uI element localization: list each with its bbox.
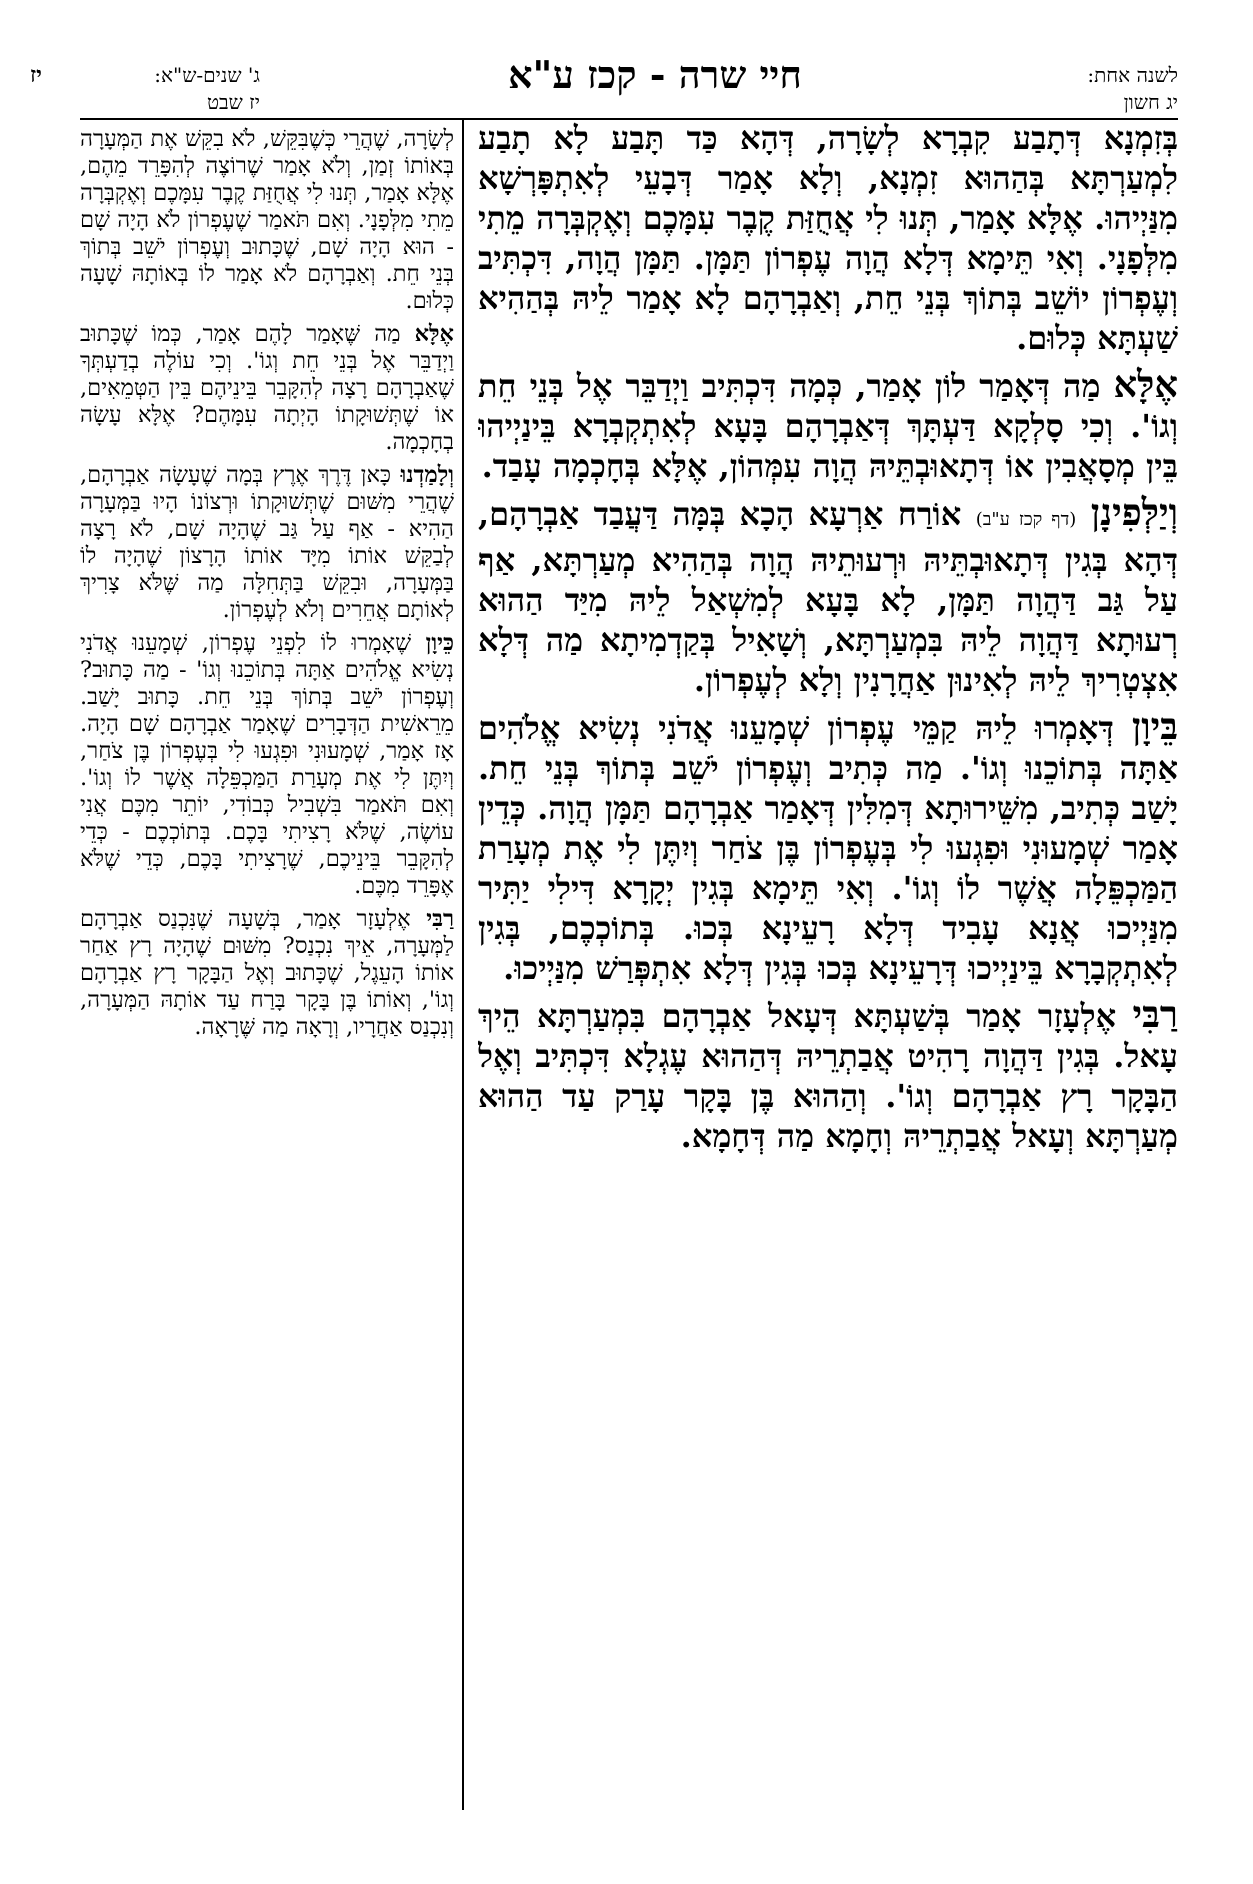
side-paragraph-3: [80, 462, 454, 624]
page-number: יז: [30, 62, 42, 88]
side-p4-text: שֶׁאָמְרוּ לוֹ לִפְנֵי עֶפְרוֹן, שְׁמָעֵנוּ אֲדֹנִי נְשִׂיא אֱלֹהִים אַתָּה בְּתוֹכֵנוּ וְגוֹ' - מַה כָּתוּב? וְעֶפְרוֹן יֹשֵׁב בְּתוֹךְ בְּנֵי חֵת. כָּתוּב יָשַׁב. מֵרֵאשִׁית הַדְּבָרִים שֶׁאָמַר אַבְרָהָם שָׁם הָיָה. אָז אָמַר, שְׁמָעוּנִי וּפִגְעוּ לִי בְּעֶפְרוֹן בֶּן צֹחַר, וְיִתֶּן לִי אֶת מְעָרַת הַמַּכְפֵּלָה אֲשֶׁר לוֹ וְגוֹ'. וְאִם תֹּאמַר בִּשְׁבִיל כְּבוֹדִי, יוֹתֵר מִכֶּם אֲנִי עוֹשֶׂה, שֶׁלֹּא רָצִיתִי בָּכֶם. בְּתוֹכְכֶם - כְּדֵי לְהִקָּבֵר בֵּינֵיכֶם, שֶׁרָצִיתִי בָּכֶם, כְּדֵי שֶׁלֹּא אֶפָּרֵד מִכֶּם.: [80, 630, 454, 899]
column-divider: [462, 120, 464, 1810]
side-p2-text: מַה שֶּׁאָמַר לָהֶם אָמַר, כְּמוֹ שֶׁכָּתוּב וַיְדַבֵּר אֶל בְּנֵי חֵת וְגוֹ'. וְכִי עוֹלֶה בְדַעְתְּךָ שֶׁאַבְרָהָם רָצָה לְהִקָּבֵר בֵּינֵיהֶם בֵּין הַטְּמֵאִים, אוֹ שֶׁתְּשׁוּקָתוֹ הָיְתָה עִמָּהֶם? אֶלָּא עָשָׂה בְחָכְמָה.: [80, 321, 454, 455]
side-p2-lead-word: אֶלָּא: [414, 321, 454, 347]
aramaic-main-column: [478, 118, 1178, 1818]
side-p1-text: לְשָׂרָה, שֶׁהֲרֵי כְּשֶׁבִּקֵּשׁ, לֹא בִקֵּשׁ אֶת הַמְּעָרָה בְּאוֹתוֹ זְמַן, וְלֹא אָמַר שֶׁרוֹצֶה לְהִפָּרֵד מֵהֶם, אֶלָּא אָמַר, תְּנוּ לִי אֲחֻזַּת קֶבֶר עִמָּכֶם וְאֶקְבְּרָה מֵתִי מִלְּפָנָי. וְאִם תֹּאמַר שֶׁעֶפְרוֹן לֹא הָיָה שָׁם - הוּא הָיָה שָׁם, שֶׁכָּתוּב וְעֶפְרוֹן יֹשֵׁב בְּתוֹךְ בְּנֵי חֵת. וְאַבְרָהָם לֹא אָמַר לוֹ בְּאוֹתָהּ שָׁעָה כְּלוּם.: [80, 126, 454, 314]
main-p1-text: בְּזִמְנָא דְּתָבַע קִבְרָא לְשָׂרָה, דְּהָא כַּד תָּבַע לָא תָבַע לִמְעַרְתָּא בְּהַהוּא זִמְנָא, וְלָא אָמַר דְּבָעֵי לְאִתְפָּרְשָׁא מִנַּיְיהוּ. אֶלָּא אָמַר, תְּנוּ לִי אֲחֻזַּת קֶבֶר עִמָּכֶם וְאֶקְבְּרָה מֵתִי מִלְּפָנָי. וְאִי תֵּימָא דְּלָא הֲוָה עֶפְרוֹן תַּמָּן. תַּמָּן הֲוָה, דִּכְתִּיב וְעֶפְרוֹן יוֹשֵׁב בְּתוֹךְ בְּנֵי חֵת, וְאַבְרָהָם לָא אָמַר לֵיהּ בְּהַהִיא שַׁעְתָּא כְּלוּם.: [478, 119, 1178, 357]
side-paragraph-1: [80, 126, 454, 315]
main-paragraph-4: [478, 706, 1178, 988]
side-p3-lead-word: וְלָמַדְנוּ: [400, 462, 454, 488]
header-three-year-schedule: [80, 62, 260, 116]
main-p4-lead-word: בֵּיוָן: [1131, 704, 1178, 748]
hebrew-translation-column: [80, 126, 454, 1816]
side-p5-text: אֶלְעָזָר אָמַר, בְּשָׁעָה שֶׁנִּכְנַס אַבְרָהָם לַמְּעָרָה, אֵיךְ נִכְנַס? מִשּׁוּם שֶׁהָיָה רָץ אַחַר אוֹתוֹ הָעֵגֶל, שֶׁכָּתוּב וְאֶל הַבָּקָר רָץ אַבְרָהָם וְגוֹ', וְאוֹתוֹ בֶּן בָּקָר בָּרַח עַד אוֹתָהּ הַמְּעָרָה, וְנִכְנַס אַחֲרָיו, וְרָאָה מַה שֶּׁרָאָה.: [80, 906, 454, 1040]
header-one-year-schedule: [1087, 62, 1178, 116]
three-year-date: יז שבט: [206, 90, 260, 114]
main-paragraph-5: [478, 994, 1178, 1156]
side-p3-text: כָּאן דֶּרֶךְ אֶרֶץ בְּמָה שֶׁעָשָׂה אַבְרָהָם, שֶׁהֲרֵי מִשּׁוּם שֶׁתְּשׁוּקָתוֹ וּרְצוֹנוֹ הָיוּ בַּמְּעָרָה הַהִיא - אַף עַל גַּב שֶׁהָיָה שָׁם, לֹא רָצָה לְבַקֵּשׁ אוֹתוֹ מִיָּד אוֹתוֹ הָרָצוֹן שֶׁהָיָה לוֹ בַּמְּעָרָה, וּבִקֵּשׁ בַּתְּחִלָּה מַה שֶּׁלֹּא צָרִיךְ לְאוֹתָם אֲחֵרִים וְלֹא לְעֶפְרוֹן.: [80, 462, 454, 623]
one-year-label: לשנה אחת:: [1087, 63, 1178, 87]
main-paragraph-2: [478, 364, 1178, 486]
side-paragraph-4: [80, 630, 454, 900]
main-p4-text: דְּאָמְרוּ לֵיהּ קַמֵּי עֶפְרוֹן שְׁמָעֵנוּ אֲדֹנִי נְשִׂיא אֱלֹהִים אַתָּה בְּתוֹכֵנוּ וְגוֹ'. מַה כְּתִיב וְעֶפְרוֹן יֹשֵׁב בְּתוֹךְ בְּנֵי חֵת. יָשַׁב כְּתִיב, מִשֵּׁירוּתָא דְּמִלִּין דְּאָמַר אַבְרָהָם תַּמָּן הֲוָה. כְּדֵין אָמַר שְׁמָעוּנִי וּפִגְעוּ לִי בְּעֶפְרוֹן בֶּן צֹחַר וְיִתֶּן לִי אֶת מְעָרַת הַמַּכְפֵּלָה אֲשֶׁר לוֹ וְגוֹ'. וְאִי תֵּימָא בְּגִין יְקָרָא דִּילִי יַתִּיר מִנַּיְיכוּ אֲנָא עָבִיד דְּלָא רָעֵינָא בְּכוּ. בְּתוֹכְכֶם, בְּגִין לְאִתְקְבָרָא בֵּינַיְיכוּ דְּרָעֵינָא בְּכוּ בְּגִין דְּלָא אִתְפְּרַשׁ מִנַּיְיכוּ.: [478, 709, 1178, 987]
main-p5-lead-word: רַבִּי: [1132, 992, 1178, 1036]
side-paragraph-2: [80, 321, 454, 456]
main-p2-text: מַה דְּאָמַר לוֹן אָמַר, כְּמָה דִּכְתִּיב וַיְדַבֵּר אֶל בְּנֵי חֵת וְגוֹ'. וְכִי סָלְקָא דַּעְתָּךְ דְּאַבְרָהָם בָּעָא לְאִתְקְבְרָא בֵּינַיְיהוּ בֵּין מְסָאֲבִין אוֹ דְּתָאוּבְתֵּיהּ הֲוָה עִמְּהוֹן, אֶלָּא בְּחָכְמָה עָבַד.: [478, 367, 1178, 485]
side-p5-lead-word: רַבִּי: [426, 906, 454, 932]
main-paragraph-3: [478, 492, 1178, 700]
three-year-label: ג' שנים-ש"א:: [154, 63, 260, 87]
main-p5-text: אֶלְעָזָר אָמַר בְּשַׁעְתָּא דְּעָאל אַבְרָהָם בִּמְעַרְתָּא הֵיךְ עָאל. בְּגִין דַּהֲוָה רָהִיט אֲבַתְרֵיהּ דְּהַהוּא עֶגְלָא דִּכְתִּיב וְאֶל הַבָּקָר רָץ אַבְרָהָם וְגוֹ'. וְהַהוּא בֶּן בָּקָר עָרַק עַד הַהוּא מְעַרְתָּא וְעָאל אֲבַתְרֵיהּ וְחָמָא מַה דְּחָמָא.: [478, 997, 1178, 1155]
main-p3-lead-word: וְיַלְּפִינָן: [1090, 490, 1178, 534]
main-p3-text: אוֹרַח אַרְעָא הָכָא בְּמָּה דַּעֲבַד אַבְרָהָם, דְּהָא בְּגִין דְּתָאוּבְתֵּיהּ וּרְעוּתֵיהּ הֲוָה בְּהַהִיא מְעַרְתָּא, אַף עַל גַּב דַּהֲוָה תַּמָּן, לָא בָּעָא לְמִשְׁאַל לֵיהּ מִיַּד הַהוּא רְעוּתָא דַּהֲוָה לֵיהּ בִּמְעַרְתָּא, וְשָׁאִיל בְּקַדְמִיתָא מַה דְּלָא אִצְטְרִיךְ לֵיהּ לְאִינוּן אַחֲרָנִין וְלָא לְעֶפְרוֹן.: [478, 495, 1178, 699]
main-paragraph-1: [478, 118, 1178, 358]
side-paragraph-5: [80, 906, 454, 1041]
page-title: חיי שרה - קכז ע"א: [508, 52, 802, 97]
main-p2-lead-word: אֶלָּא: [1113, 362, 1178, 406]
side-p4-lead-word: כֵּיוָן: [425, 630, 454, 656]
folio-reference: (דף קכז ע"ב): [975, 509, 1077, 530]
one-year-date: יג חשון: [1123, 90, 1178, 114]
